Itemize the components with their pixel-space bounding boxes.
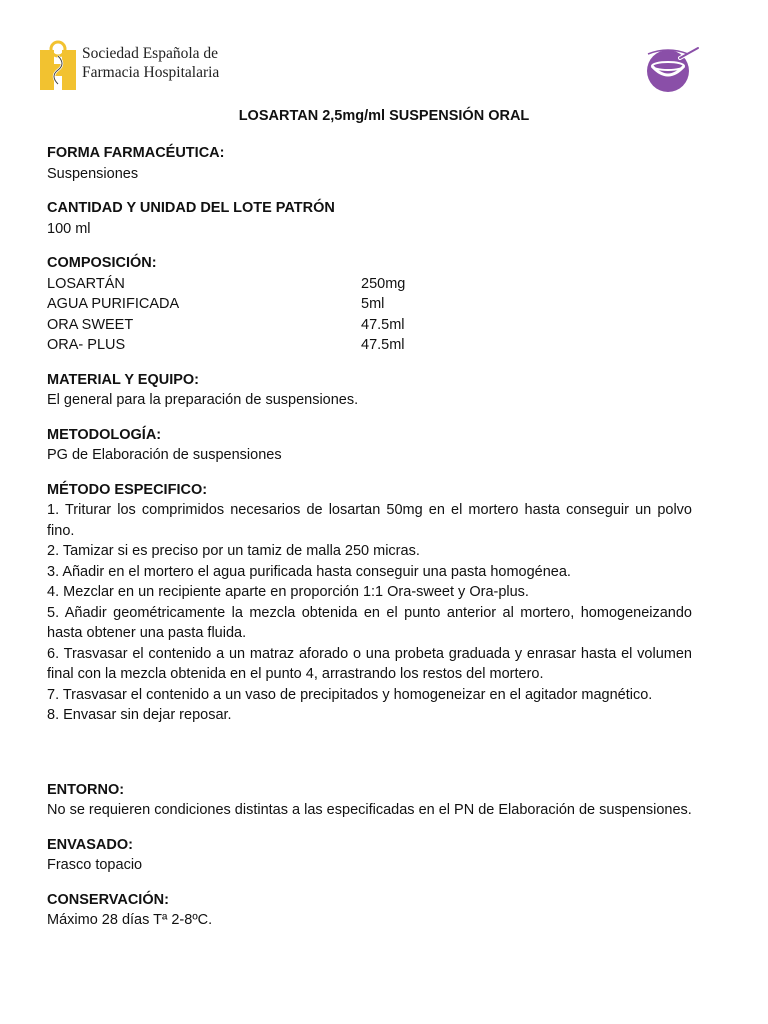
method-step: 2. Tamizar si es preciso por un tamiz de malla 250 micras. [47, 543, 420, 559]
section-cantidad [47, 198, 692, 239]
material-value: El general para la preparación de suspensiones. [47, 392, 359, 408]
document-title: LOSARTAN 2,5mg/ml SUSPENSIÓN ORAL [238, 108, 530, 124]
cantidad-heading: CANTIDAD Y UNIDAD DEL LOTE PATRÓN [47, 200, 335, 216]
ingredient-name: ORA SWEET [47, 316, 134, 333]
ingredient-name: LOSARTÁN [47, 275, 125, 292]
organization-name [82, 44, 219, 82]
section-metodo [47, 480, 692, 726]
conservacion-heading: CONSERVACIÓN: [47, 891, 169, 908]
metodologia-heading: METODOLOGÍA: [47, 426, 162, 443]
metodo-heading: MÉTODO ESPECIFICO: [47, 481, 208, 498]
section-metodologia [47, 425, 692, 466]
section-conservacion [47, 890, 692, 931]
ingredient-amount: 5ml [361, 296, 385, 312]
method-step: 3. Añadir en el mortero el agua purificada hasta conseguir una pasta homogénea. [47, 563, 571, 580]
section-forma [47, 143, 692, 184]
conservacion-value: Máximo 28 días Tª 2-8ºC. [47, 912, 213, 928]
forma-heading: FORMA FARMACÉUTICA: [47, 145, 225, 161]
section-envasado [47, 835, 692, 876]
method-step: 8. Envasar sin dejar reposar. [47, 707, 232, 723]
page-header [0, 0, 768, 100]
document-body [47, 143, 692, 945]
method-step: 5. Añadir geométricamente la mezcla obtenida en el punto anterior al mortero, homogeneizando hasta obtener una pasta fluida. [47, 604, 692, 641]
method-step: 1. Triturar los comprimidos necesarios de losartan 50mg en el mortero hasta conseguir un polvo fino. [47, 502, 692, 539]
section-composicion [47, 253, 692, 356]
composicion-heading: COMPOSICIÓN: [47, 255, 157, 271]
sefh-logo-icon [38, 40, 78, 92]
method-step: 7. Trasvasar el contenido a un vaso de precipitados y homogeneizar en el agitador magnético. [47, 686, 653, 703]
metodologia-value: PG de Elaboración de suspensiones [47, 447, 282, 463]
ingredient-name: AGUA PURIFICADA [47, 296, 180, 312]
section-entorno [47, 780, 692, 821]
envasado-value: Frasco topacio [47, 857, 143, 873]
org-name-line1: Sociedad Española de [82, 45, 219, 62]
ingredient-amount: 47.5ml [361, 316, 405, 333]
composition-row [47, 274, 692, 295]
entorno-value: No se requieren condiciones distintas a las especificadas en el PN de Elaboración de suspensiones. [47, 802, 692, 818]
ingredient-amount: 250mg [361, 275, 406, 292]
composition-row [47, 335, 692, 356]
section-material [47, 370, 692, 411]
ingredient-name: ORA- PLUS [47, 337, 126, 353]
vertical-spacer [47, 740, 692, 780]
cantidad-value: 100 ml [47, 220, 91, 237]
purple-mortar-logo-icon [640, 44, 704, 94]
envasado-heading: ENVASADO: [47, 836, 133, 853]
method-step: 6. Trasvasar el contenido a un matraz aforado o una probeta graduada y enrasar hasta el volumen final con la mezcla obtenida en el punto 4, arrastrando los restos del mortero. [47, 645, 692, 682]
org-name-line2: Farmacia Hospitalaria [82, 64, 220, 81]
method-steps [47, 500, 692, 726]
method-step: 4. Mezclar en un recipiente aparte en proporción 1:1 Ora-sweet y Ora-plus. [47, 584, 529, 600]
ingredient-amount: 47.5ml [361, 337, 405, 353]
composition-row [47, 294, 692, 315]
entorno-heading: ENTORNO: [47, 781, 125, 798]
composition-row [47, 315, 692, 336]
material-heading: MATERIAL Y EQUIPO: [47, 371, 200, 388]
forma-value: Suspensiones [47, 165, 139, 182]
